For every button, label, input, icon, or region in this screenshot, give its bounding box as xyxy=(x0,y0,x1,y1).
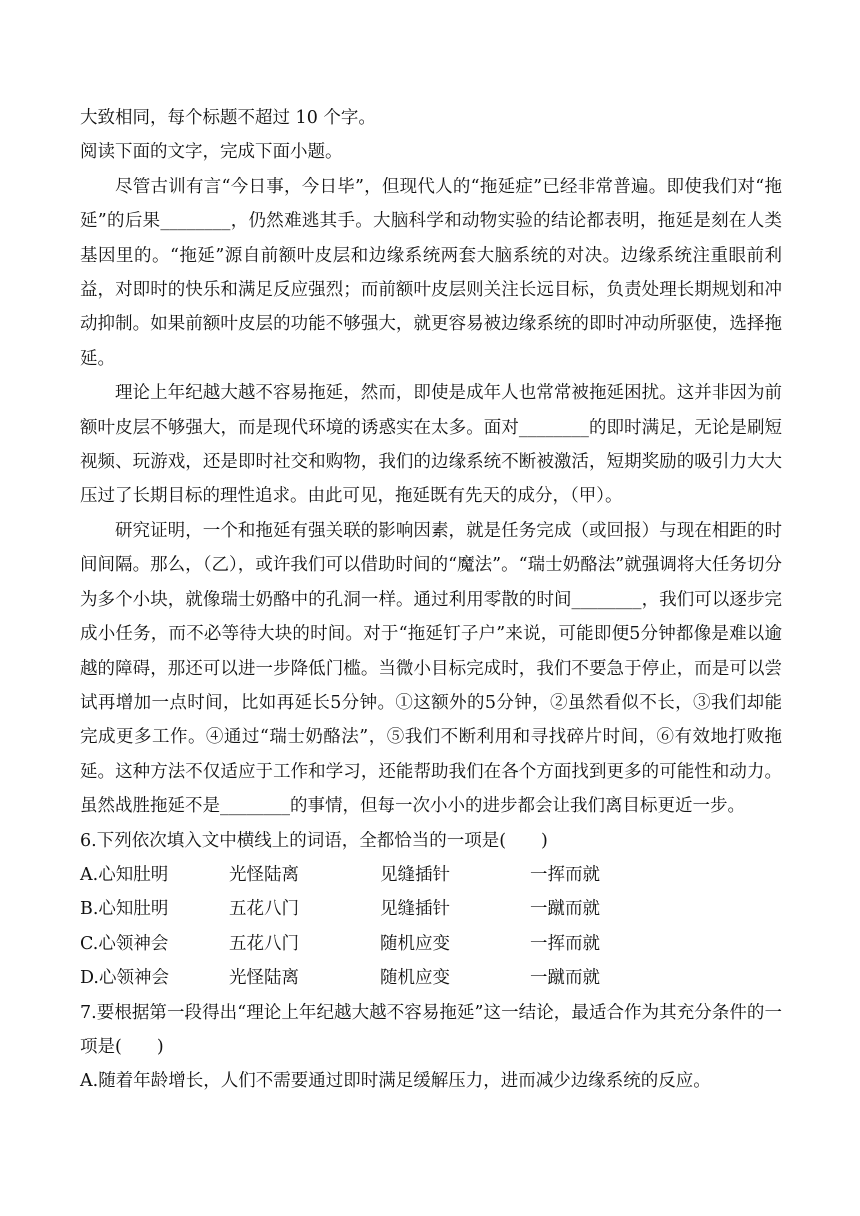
question-6-option-d xyxy=(80,961,782,995)
question-7-stem: 7.要根据第一段得出“理论上年纪越大越不容易拖延”这一结论，最适合作为其充分条件的一项是( ) xyxy=(80,1002,782,1057)
option-cell: 五花八门 xyxy=(229,933,299,954)
option-cell: 光怪陆离 xyxy=(229,968,299,989)
question-6-option-b xyxy=(80,892,782,926)
option-cell: A.心知肚明 xyxy=(80,864,169,885)
option-cell: 随机应变 xyxy=(380,933,450,954)
option-cell: 见缝插针 xyxy=(380,899,450,920)
option-cell: 见缝插针 xyxy=(380,864,450,885)
option-cell: 光怪陆离 xyxy=(229,864,299,885)
option-cell: C.心领神会 xyxy=(80,933,169,954)
question-6-option-a xyxy=(80,858,782,892)
reading-instruction: 阅读下面的文字，完成下面小题。 xyxy=(80,142,343,163)
option-cell: 一蹴而就 xyxy=(530,968,600,989)
question-6-option-c xyxy=(80,927,782,961)
question-7-option-a: A.随着年龄增长，人们不需要通过即时满足缓解压力，进而减少边缘系统的反应。 xyxy=(80,1071,711,1092)
option-cell: 一挥而就 xyxy=(530,933,600,954)
lead-fragment: 大致相同，每个标题不超过 10 个字。 xyxy=(80,108,376,128)
option-cell: B.心知肚明 xyxy=(80,899,169,920)
option-cell: 随机应变 xyxy=(380,968,450,989)
option-cell: 一蹴而就 xyxy=(530,899,600,920)
paragraph-1: 尽管古训有言“今日事，今日毕”，但现代人的“拖延症”已经非常普遍。即使我们对“拖延”的后果________，仍然难逃其手。大脑科学和动物实验的结论都表明，拖延是刻在人类基因里的。“拖延”源自前额叶皮层和边缘系统两套大脑系统的对决。边缘系统注重眼前利益，对即时的快乐和满足反应强烈；而前额叶皮层则关注长远目标，负责处理长期规划和冲动抑制。如果前额叶皮层的功能不够强大，就更容易被边缘系统的即时冲动所驱使，选择拖延。 xyxy=(80,176,782,369)
question-6-stem: 6.下列依次填入文中横线上的词语，全都恰当的一项是( ) xyxy=(80,830,548,851)
option-cell: D.心领神会 xyxy=(80,968,169,989)
document-body xyxy=(80,101,782,1099)
option-cell: 一挥而就 xyxy=(530,864,600,885)
paragraph-2: 理论上年纪越大越不容易拖延，然而，即使是成年人也常常被拖延困扰。这并非因为前额叶皮层不够强大，而是现代环境的诱惑实在太多。面对________的即时满足，无论是刷短视频、玩游戏，还是即时社交和购物，我们的边缘系统不断被激活，短期奖励的吸引力大大压过了长期目标的理性追求。由此可见，拖延既有先天的成分，（甲）。 xyxy=(80,383,782,507)
paragraph-3: 研究证明，一个和拖延有强关联的影响因素，就是任务完成（或回报）与现在相距的时间间隔。那么，（乙），或许我们可以借助时间的“魔法”。“瑞士奶酪法”就强调将大任务切分为多个小块，就像瑞士奶酪中的孔洞一样。通过利用零散的时间________，我们可以逐步完成小任务，而不必等待大块的时间。对于“拖延钉子户”来说，可能即便5分钟都像是难以逾越的障碍，那还可以进一步降低门槛。当微小目标完成时，我们不要急于停止，而是可以尝试再增加一点时间，比如再延长5分钟。①这额外的5分钟，②虽然看似不长，③我们却能完成更多工作。④通过“瑞士奶酪法”，⑤我们不断利用和寻找碎片时间，⑥有效地打败拖延。这种方法不仅适应于工作和学习，还能帮助我们在各个方面找到更多的可能性和动力。虽然战胜拖延不是________的事情，但每一次小小的进步都会让我们离目标更近一步。 xyxy=(80,520,782,817)
option-cell: 五花八门 xyxy=(229,899,299,920)
